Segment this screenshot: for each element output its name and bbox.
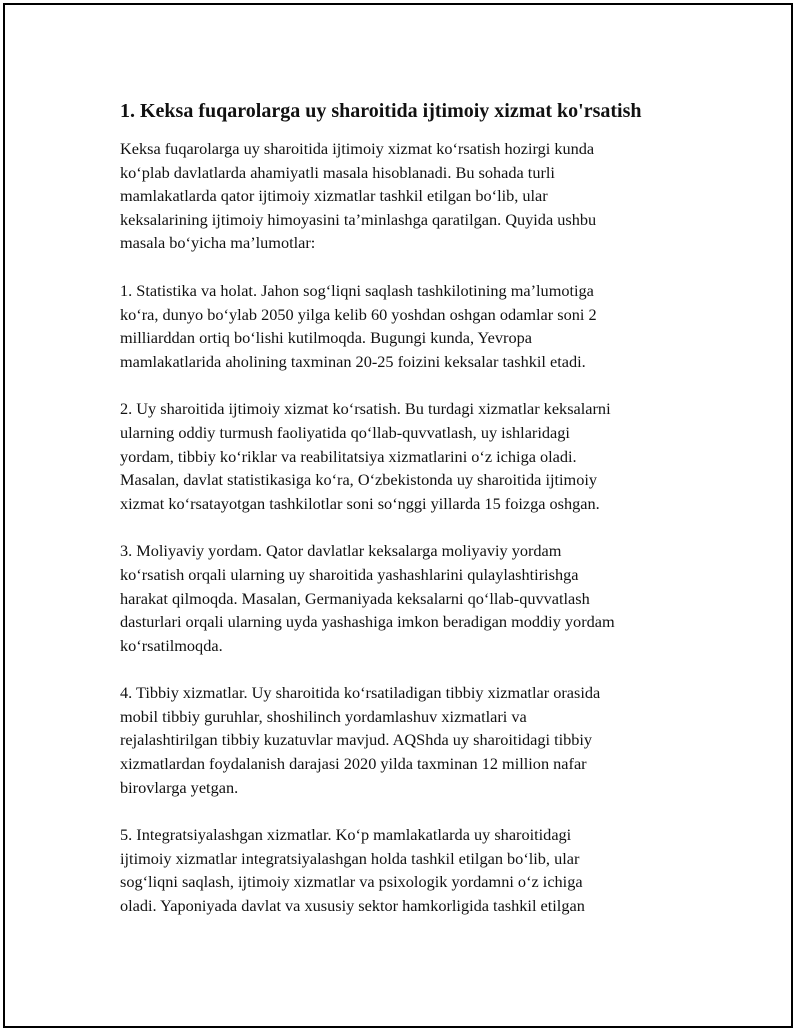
paragraph-home-services [120,397,690,515]
document-title: 1. Keksa fuqarolarga uy sharoitida ijtimoiy xizmat ko'rsatish [120,100,642,122]
text-line: ijtimoiy xizmatlar integratsiyalashgan holda tashkil etilgan boʻlib, ular [120,848,580,868]
text-line: koʻrsatish orqali ularning uy sharoitida yashashlarini qulaylashtirishga [120,564,579,584]
text-line: Keksa fuqarolarga uy sharoitida ijtimoiy xizmat koʻrsatish hozirgi kunda [120,139,595,158]
text-line: koʻplab davlatlarda ahamiyatli masala hisoblanadi. Bu sohada turli [120,162,555,182]
text-line: 1. Statistika va holat. Jahon sogʻliqni saqlash tashkilotining maʼlumotiga [120,280,594,300]
paragraph-statistics [120,279,690,373]
text-line: milliarddan ortiq boʻlishi kutilmoqda. Bugungi kunda, Yevropa [120,328,532,348]
text-line: koʻra, dunyo boʻylab 2050 yilga kelib 60 yoshdan oshgan odamlar soni 2 [120,304,597,324]
text-line: birovlarga yetgan. [120,777,239,797]
document-body [120,97,690,942]
text-line: oladi. Yaponiyada davlat va xususiy sektor hamkorligida tashkil etilgan [120,896,585,916]
text-line: keksalarining ijtimoiy himoyasini taʼminlashga qaratilgan. Quyida ushbu [120,209,597,229]
text-line: harakat qilmoqda. Masalan, Germaniyada keksalarni qoʻllab-quvvatlash [120,588,590,608]
text-line: mamlakatlarida aholining taxminan 20-25 foizini keksalar tashkil etadi. [120,351,586,371]
text-line: sogʻliqni saqlash, ijtimoiy xizmatlar va psixologik yordamni oʻz ichiga [120,872,583,892]
text-line: mobil tibbiy guruhlar, shoshilinch yordamlashuv xizmatlari va [120,706,527,726]
text-line: xizmatlardan foydalanish darajasi 2020 yilda taxminan 12 million nafar [120,754,587,774]
paragraph-integrated-services [120,823,690,917]
text-line: dasturlari orqali ularning uyda yashashiga imkon beradigan moddiy yordam [120,612,615,632]
page-frame [3,3,793,1028]
text-line: 2. Uy sharoitida ijtimoiy xizmat koʻrsatish. Bu turdagi xizmatlar keksalarni [120,399,611,419]
paragraph-financial-aid [120,539,690,657]
text-line: rejalashtirilgan tibbiy kuzatuvlar mavjud. AQShda uy sharoitidagi tibbiy [120,730,593,750]
text-line: koʻrsatilmoqda. [120,635,223,655]
text-line: yordam, tibbiy koʻriklar va reabilitatsiya xizmatlarini oʻz ichiga oladi. [120,446,577,466]
paragraph-intro [120,137,690,255]
text-line: 5. Integratsiyalashgan xizmatlar. Koʻp mamlakatlarda uy sharoitidagi [120,825,572,845]
paragraph-medical-services [120,681,690,799]
text-line: Masalan, davlat statistikasiga koʻra, Oʻzbekistonda uy sharoitida ijtimoiy [120,470,598,490]
text-line: masala boʻyicha maʼlumotlar: [120,233,316,253]
text-line: 4. Tibbiy xizmatlar. Uy sharoitida koʻrsatiladigan tibbiy xizmatlar orasida [120,683,601,703]
text-line: mamlakatlarda qator ijtimoiy xizmatlar tashkil etilgan boʻlib, ular [120,186,548,206]
text-line: 3. Moliyaviy yordam. Qator davlatlar keksalarga moliyaviy yordam [120,541,562,561]
text-line: xizmat koʻrsatayotgan tashkilotlar soni soʻnggi yillarda 15 foizga oshgan. [120,493,600,513]
text-line: ularning oddiy turmush faoliyatida qoʻllab-quvvatlash, uy ishlaridagi [120,422,570,442]
